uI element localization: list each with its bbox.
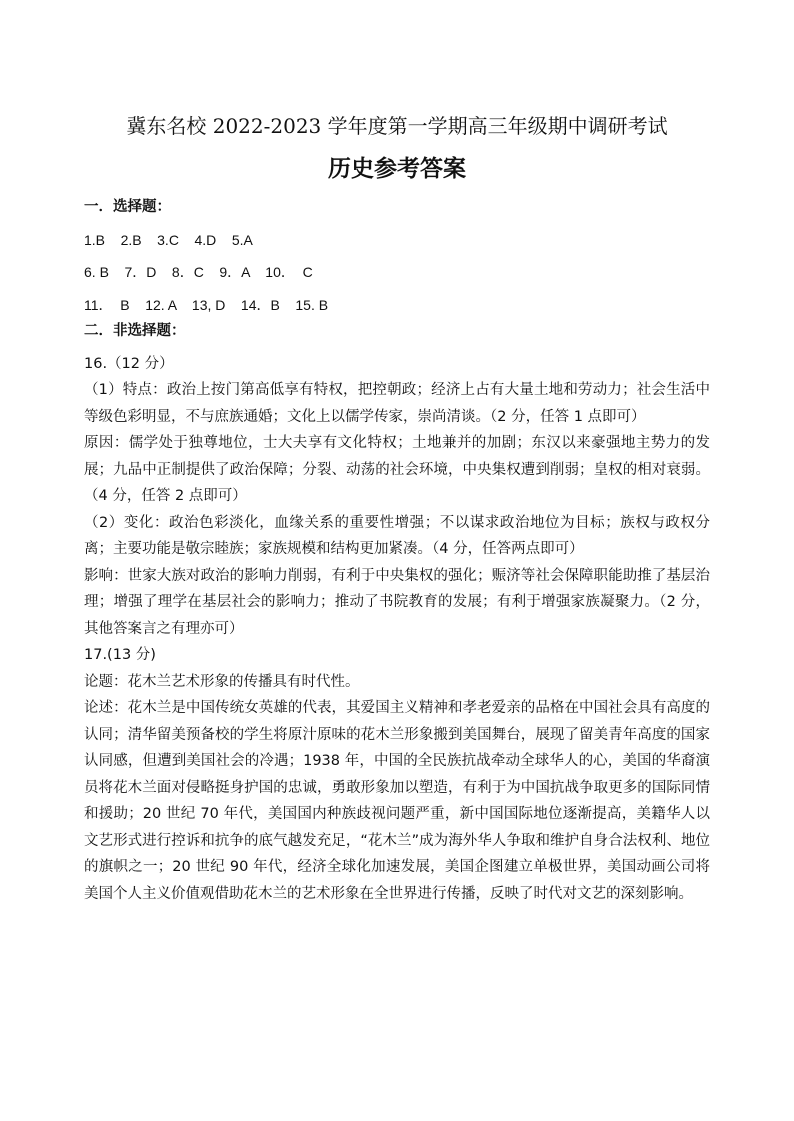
answer-row-3: 11． B 12. A 13, D 14．B 15. B xyxy=(84,296,329,313)
question-16-part2-changes: （2）变化：政治色彩淡化，血缘关系的重要性增强；不以谋求政治地位为目标；族权与政权分离；主要功能是敬宗睦族；家族规模和结构更加紧凑。（4 分，任答两点即可） xyxy=(84,514,710,557)
question-16-part1-features: （1）特点：政治上按门第高低享有特权，把控朝政；经济上占有大量土地和劳动力；社会生活中等级色彩明显，不与庶族通婚；文化上以儒学传家，崇尚清谈。（2 分，任答 1 点即可） xyxy=(84,382,710,425)
answer-row-2: 6. B 7．D 8．C 9．A 10． C xyxy=(84,264,313,280)
question-16-header: 16.（12 分） xyxy=(84,355,174,372)
section-multiple-choice-heading: 一．选择题： xyxy=(84,199,171,215)
document-body xyxy=(84,194,710,907)
answer-key-title: 历史参考答案 xyxy=(328,156,466,182)
question-17-argument: 论述：花木兰是中国传统女英雄的代表，其爱国主义精神和孝老爱亲的品格在中国社会具有高度的认同；清华留美预备校的学生将原汁原味的花木兰形象搬到美国舞台，展现了留美青年高度的国家认同感，但遭到美国社会的冷遇；1938 年，中国的全民族抗战牵动全球华人的心，美国的华裔演员将花木兰面对侵略挺身护国的忠诚，勇敢形象加以塑造，有利于为中国抗战争取更多的国际同情和援助；20 世纪 70 年代，美国国内种族歧视问题严重，新中国国际地位逐渐提高，美籍华人以文艺形式进行控诉和抗争的底气越发充足，“花木兰”成为海外华人争取和维护自身合法权利、地位的旗帜之一；20 世纪 90 年代，经济全球化加速发展，美国企图建立单极世界，美国动画公司将美国个人主义价值观借助花木兰的艺术形象在全世界进行传播，反映了时代对文艺的深刻影响。 xyxy=(84,700,710,902)
section-non-choice-heading: 二．非选择题： xyxy=(84,323,186,339)
question-16-part1-reasons: 原因：儒学处于独尊地位，士大夫享有文化特权；土地兼并的加剧；东汉以来豪强地主势力的发展；九品中正制提供了政治保障；分裂、动荡的社会环境，中央集权遭到削弱；皇权的相对衰弱。（4 分，任答 2 点即可） xyxy=(84,435,710,504)
question-17-thesis: 论题：花木兰艺术形象的传播具有时代性。 xyxy=(84,673,360,690)
question-17-header: 17.(13 分) xyxy=(84,647,156,663)
answer-row-1: 1.B 2.B 3.C 4.D 5.A xyxy=(84,231,253,248)
exam-title: 冀东名校 2022-2023 学年度第一学期高三年级期中调研考试 xyxy=(126,114,668,138)
question-16-part2-impact: 影响：世家大族对政治的影响力削弱，有利于中央集权的强化；赈济等社会保障职能助推了基层治理；增强了理学在基层社会的影响力；推动了书院教育的发展；有利于增强家族凝聚力。（2 分，其他答案言之有理亦可） xyxy=(84,567,710,637)
